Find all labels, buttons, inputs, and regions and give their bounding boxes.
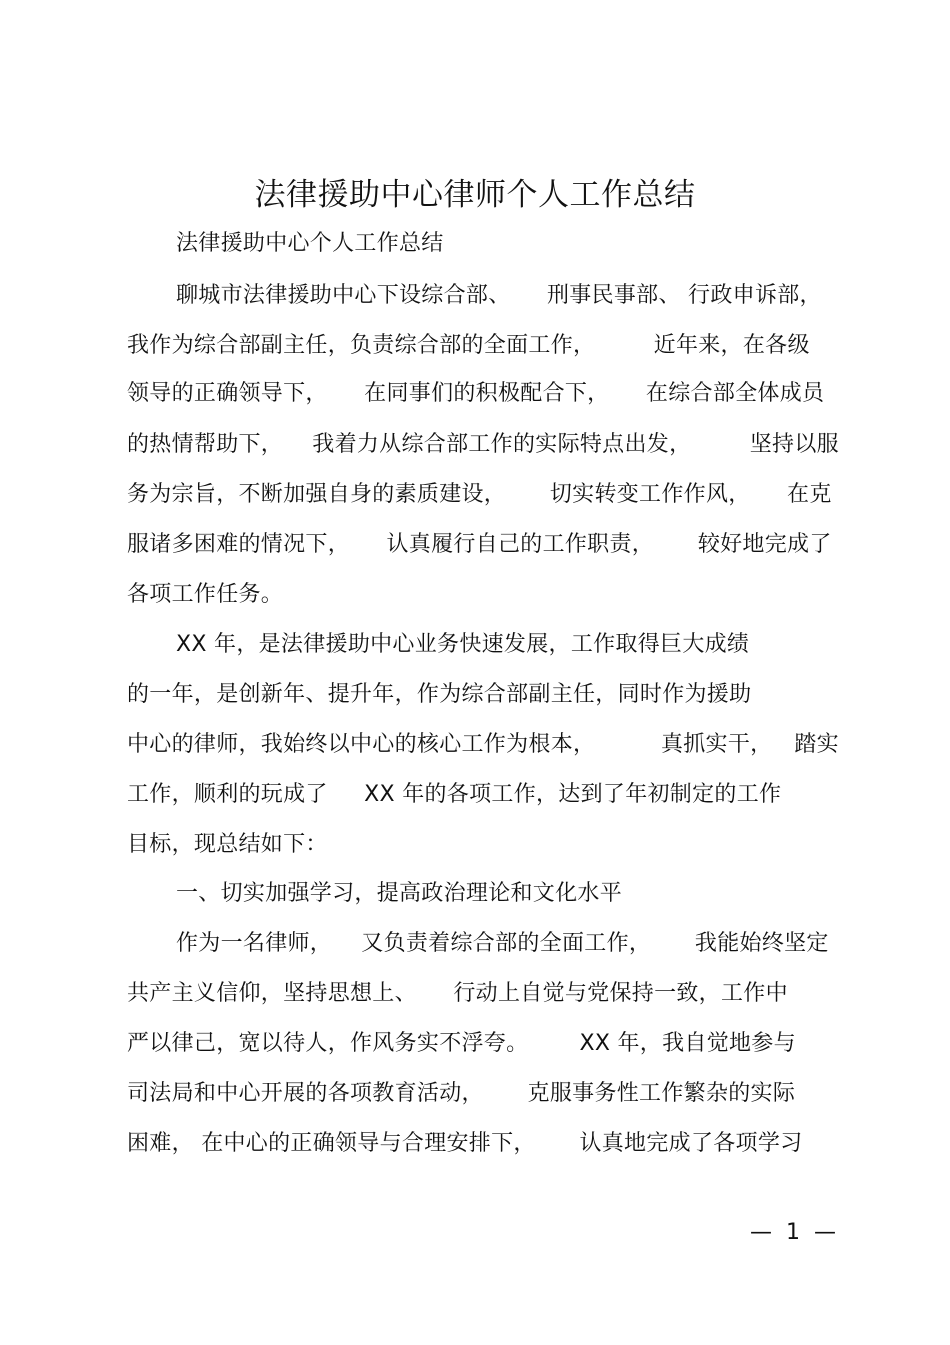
document-subtitle: 法律援助中心个人工作总结 <box>176 231 444 256</box>
paragraph-2-line-2: 的一年，是创新年、提升年，作为综合部副主任，同时作为援助 <box>127 682 752 707</box>
document-title: 法律援助中心律师个人工作总结 <box>254 177 696 213</box>
paragraph-2-line-4: 工作，顺利的玩成了 XX 年的各项工作，达到了年初制定的工作 <box>127 782 782 807</box>
paragraph-2-line-1: XX 年，是法律援助中心业务快速发展，工作取得巨大成绩 <box>176 632 750 657</box>
page-number: — 1 — <box>750 1220 836 1245</box>
paragraph-1-line-4: 的热情帮助下， 我着力从综合部工作的实际特点出发， 坚持以服 <box>127 432 839 457</box>
paragraph-1-line-3: 领导的正确领导下， 在同事们的积极配合下， 在综合部全体成员 <box>127 381 825 406</box>
paragraph-1-line-5: 务为宗旨，不断加强自身的素质建设， 切实转变工作作风， 在克 <box>127 482 832 507</box>
paragraph-4-line-1: 作为一名律师， 又负责着综合部的全面工作， 我能始终坚定 <box>176 931 829 956</box>
paragraph-4-line-4: 司法局和中心开展的各项教育活动， 克服事务性工作繁杂的实际 <box>127 1081 796 1106</box>
paragraph-4-line-5: 困难， 在中心的正确领导与合理安排下， 认真地完成了各项学习 <box>127 1131 803 1156</box>
paragraph-2-line-3: 中心的律师，我始终以中心的核心工作为根本， 真抓实干， 踏实 <box>127 732 839 757</box>
paragraph-4-line-3: 严以律己，宽以待人，作风务实不浮夸。 XX 年，我自觉地参与 <box>127 1031 796 1056</box>
paragraph-4-line-2: 共产主义信仰，坚持思想上、 行动上自觉与党保持一致，工作中 <box>127 981 788 1006</box>
section-heading-1: 一、切实加强学习，提高政治理论和文化水平 <box>176 881 623 906</box>
paragraph-1-line-7: 各项工作任务。 <box>127 582 284 607</box>
paragraph-1-line-1: 聊城市法律援助中心下设综合部、 刑事民事部、 行政申诉部， <box>176 283 822 308</box>
paragraph-1-line-6: 服诸多困难的情况下， 认真履行自己的工作职责， 较好地完成了 <box>127 532 832 557</box>
paragraph-2-line-5: 目标，现总结如下： <box>127 832 328 857</box>
paragraph-1-line-2: 我作为综合部副主任，负责综合部的全面工作， 近年来，在各级 <box>127 333 810 358</box>
